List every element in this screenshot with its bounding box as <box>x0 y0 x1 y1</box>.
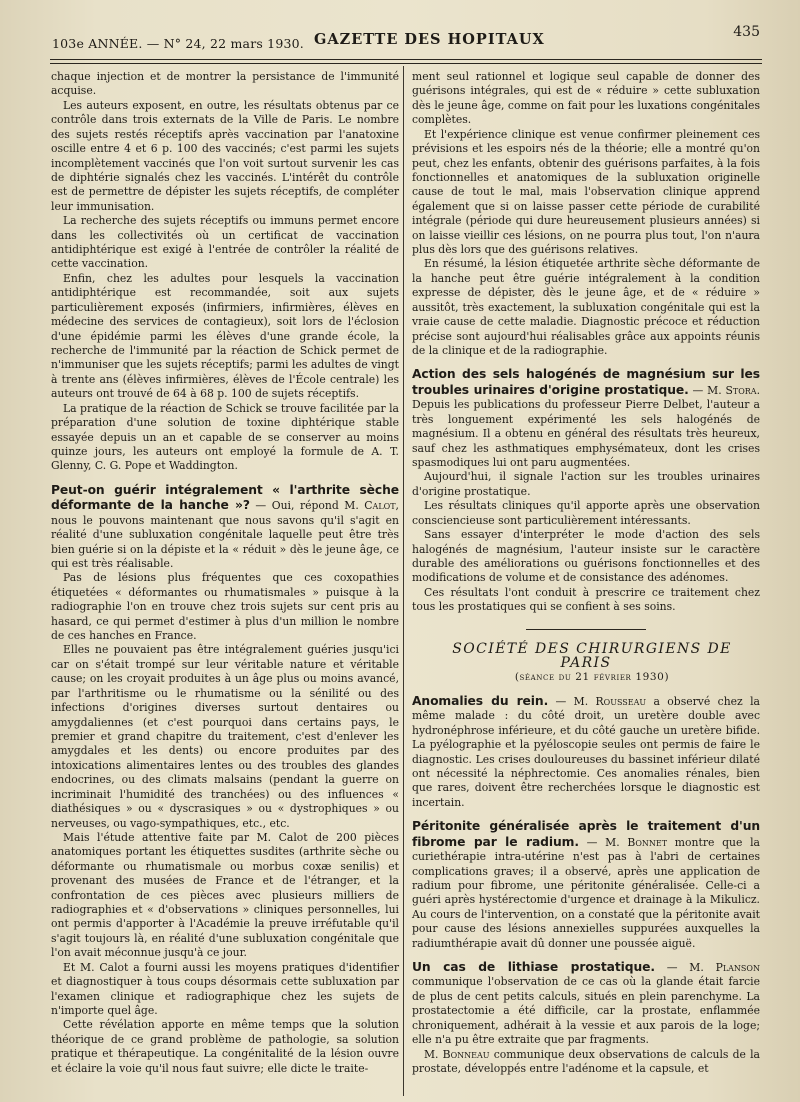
article-heading: Anomalies du rein. <box>412 693 549 708</box>
column-divider <box>403 66 404 1096</box>
article-text: — M. <box>548 694 596 708</box>
article-heading: Péritonite généralisée après le traitement d'un fibrome par le radium. <box>412 819 760 849</box>
article-text: — M. <box>654 961 716 975</box>
section-divider <box>526 629 646 630</box>
paragraph: Enfin, chez les adultes pour lesquels la vaccination antidiphtérique est recommandée, soit aux sujets particulièrement exposés (infirmiers, infirmières, élèves en médecine des services de contagieux), soit lors de l'éclosion d'une épidémie parmi les élèves d'une grande école, la recherche de l'immunité par la réaction de Schick permet de n'immuniser que les sujets réceptifs; parmi les adultes de vingt à trente ans (élèves infirmières, élèves de l'École centrale) les auteurs ont trouvé de 64 à 68 p. 100 de sujets réceptifs. <box>51 271 399 401</box>
article-calot <box>51 483 399 572</box>
article-heading: Peut-on guérir intégralement « l'arthrite sèche déformante de la hanche »? <box>51 482 399 513</box>
paragraph <box>412 1048 760 1077</box>
paragraph: Et M. Calot a fourni aussi les moyens pratiques d'identifier et diagnostiquer à tous coups désormais cette subluxation par l'examen clinique et radiographique chez les sujets de n'importe quel âge. <box>51 960 399 1017</box>
left-column <box>51 70 399 1076</box>
page-number: 435 <box>733 24 760 40</box>
paragraph: Elles ne pouvaient pas être intégralement guéries jusqu'ici car on s'était trompé sur leur véritable nature et véritable cause; on les croyait produites à un âge plus ou moins avancé, par l'arthritisme ou le rhumatisme ou la sénilité ou des infections d'origines diverses surtout dentaires ou amygdaliennes (et c'est pourquoi dans certains pays, le premier et grand chapitre du traitement, c'est d'enlever les amygdales et les dents) ou encore produites par des intoxications alimentaires lentes ou des troubles des glandes endocrines, ou des climats malsains (pendant la guerre on incriminait l'humidité des tranchées) ou des influences « diathésiques » ou « dyscrasiques » ou « dystrophiques » ou nerveuses, ou vago-sympathiques, etc., etc. <box>51 643 399 830</box>
article-text: . Depuis les publications du professeur Pierre Delbet, l'auteur a très longuement expérimenté les sels halogénés de magnésium. Il a obtenu en général des résultats très heureux, sauf chez les asthmatiques emphysémateux, dont les crises spasmodiques lui ont paru augmentées. <box>412 383 760 469</box>
article-text: — Oui, répond M. <box>249 499 365 513</box>
author-name: Rousseau <box>595 694 647 708</box>
paragraph: La recherche des sujets réceptifs ou immuns permet encore dans les collectivités où un certificat de vaccination antidiphtérique est exigé à l'entrée de contrôler la réalité de cette vaccination. <box>51 214 399 271</box>
author-name: Stora <box>725 383 757 397</box>
article-heading: Action des sels halogénés de magnésium sur les troubles urinaires d'origine prostatique. <box>412 367 760 397</box>
article-text: — M. <box>578 835 628 849</box>
author-name: Bonnet <box>627 835 668 849</box>
article-text: a observé chez la même malade : du côté droit, un uretère double avec hydronéphrose inférieure, et du côté gauche un uretère bifide. La pyélographie et la pyéloscopie seules ont permis de faire le diagnostic. Les crises douloureuses du bassinet inférieur dilaté ont nécessité la néphrectomie. Ces anomalies rénales, bien que rares, doivent être recherchées lorsque le diagnostic est incertain. <box>412 694 760 809</box>
paragraph: ment seul rationnel et logique seul capable de donner des guérisons intégrales, qui est de « réduire » cette subluxation dès le jeune âge, comme on fait pour les luxations congénitales complètes. <box>412 70 760 127</box>
issue-line: 103e ANNÉE. — N° 24, 22 mars 1930. <box>52 36 304 51</box>
article-rousseau <box>412 694 760 810</box>
paragraph: Les résultats cliniques qu'il apporte après une observation consciencieuse sont particulièrement intéressants. <box>412 499 760 527</box>
author-name: Planson <box>715 961 760 975</box>
article-bonnet <box>412 819 760 951</box>
session-date: (séance du 21 février 1930) <box>514 671 670 684</box>
author-name: M. Bonneau <box>424 1047 490 1061</box>
paragraph: Pas de lésions plus fréquentes que ces coxopathies étiquetées « déformantes ou rhumatismales » puisque à la radiographie l'on en trouve chez trois sujets sur cent pris au hasard, ce qui permet d'estimer à plus d'un million le nombre de ces hanches en France. <box>51 571 399 643</box>
paragraph: Ces résultats l'ont conduit à prescrire ce traitement chez tous les prostatiques qui se confient à ses soins. <box>412 585 760 614</box>
journal-title: GAZETTE DES HOPITAUX <box>314 31 545 48</box>
author-name: Calot <box>364 499 396 513</box>
page-header <box>52 24 760 58</box>
paragraph: Les auteurs exposent, en outre, les résultats obtenus par ce contrôle dans trois externats de la Ville de Paris. Le nombre des sujets restés réceptifs après vaccination par l'anatoxine oscille entre 4 et 6 p. 100 des vaccinés; c'est parmi les sujets incomplètement vaccinés que l'on voit surtout survenir les cas de diphtérie signalés chez les vaccinés. L'intérêt du contrôle est de permettre de dépister les sujets réceptifs, de compléter leur immunisation. <box>51 98 399 213</box>
paragraph: Et l'expérience clinique est venue confirmer pleinement ces prévisions et les espoirs nés de la théorie; elle a montré qu'on peut, chez les enfants, obtenir des guérisons parfaites, à la fois fonctionnelles et anatomiques de la subluxation originelle cause de tout le mal, mais l'observation clinique apprend également que si on laisse passer cette période de curabilité intégrale (période qui dure heureusement plusieurs années) si on laisse vieillir ces lésions, on ne pourra plus tout, l'on n'aura plus dès lors que des guérisons relatives. <box>412 127 760 257</box>
paragraph: La pratique de la réaction de Schick se trouve facilitée par la préparation d'une solution de toxine diphtérique stable essayée depuis un an et capable de se conserver au moins quinze jours, les auteurs ont employé la formule de A. T. Glenny, C. G. Pope et Waddington. <box>51 401 399 473</box>
paragraph: Cette révélation apporte en même temps que la solution théorique de ce grand problème de pathologie, sa solution pratique et thérapeutique. La congénitalité de la lésion ouvre et éclaire la voie qu'il nous faut suivre; elle dicte le traite- <box>51 1018 399 1075</box>
article-text: , nous le pouvons maintenant que nous savons qu'il s'agit en réalité d'une subluxation congénitale laquelle peut être très bien guérie si on la dépiste et la « réduit » dès le jeune âge, ce qui est très réalisable. <box>51 499 399 570</box>
paragraph: Sans essayer d'interpréter le mode d'action des sels halogénés de magnésium, l'auteur insiste sur le caractère durable des améliorations ou guérisons fonctionnelles et des modifications de volume et de consistance des adénomes. <box>412 528 760 585</box>
article-text: communique l'observation de ce cas où la glande était farcie de plus de cent petits calculs, situés en plein parenchyme. La prostatectomie a été difficile, car la prostate, enflammée chroniquement, adhérait à la vessie et aux parois de la loge; elle n'a pu être extraite que par fragments. <box>412 975 760 1047</box>
paragraph: Aujourd'hui, il signale l'action sur les troubles urinaires d'origine prostatique. <box>412 470 760 498</box>
article-planson <box>412 960 760 1048</box>
article-stora <box>412 367 760 470</box>
article-text: montre que la curiethérapie intra-utérine n'est pas à l'abri de certaines complications graves; il a observé, après une application de radium pour fibrome, une péritonite généralisée. Celle-ci a guéri après hystérectomie d'urgence et drainage à la Mikulicz. Au cours de l'intervention, on a constaté que la péritonite avait pour cause des lésions annexielles suppurées auxquelles la radiumthérapie avait dû donner une poussée aiguë. <box>412 835 760 950</box>
article-text: — M. <box>688 383 726 397</box>
article-heading: Un cas de lithiase prostatique. <box>412 960 655 975</box>
paragraph: chaque injection et de montrer la persistance de l'immunité acquise. <box>51 70 399 98</box>
article-text: communique deux observations de calculs de la prostate, développés entre l'adénome et la capsule, et <box>412 1047 760 1075</box>
society-title: SOCIÉTÉ DES CHIRURGIENS DE PARIS <box>452 640 732 672</box>
paragraph: Mais l'étude attentive faite par M. Calot de 200 pièces anatomiques portant les étiquettes susdites (arthrite sèche ou déformante ou rhumatismale ou morbus coxæ senilis) et provenant des musées de France et de l'étranger, et la confrontation de ces pièces avec plusieurs milliers de radiographies et « d'observations » cliniques personnelles, lui ont permis d'apporter à l'Académie la preuve irréfutable qu'il s'agit toujours là, en réalité d'une subluxation congénitale que l'on avait méconnue jusqu'à ce jour. <box>51 830 399 960</box>
header-rule-thin <box>50 63 762 64</box>
paragraph: En résumé, la lésion étiquetée arthrite sèche déformante de la hanche peut être guérie intégralement à la condition expresse de dépister, dès le jeune âge, et de « réduire » aussitôt, très exactement, la subluxation congénitale qui est la vraie cause de cette maladie. Diagnostic précoce et réduction précise sont aujourd'hui réalisables grâce aux appoints réunis de la clinique et de la radiographie. <box>412 257 760 358</box>
header-rule <box>50 59 762 60</box>
right-column <box>412 70 760 1076</box>
